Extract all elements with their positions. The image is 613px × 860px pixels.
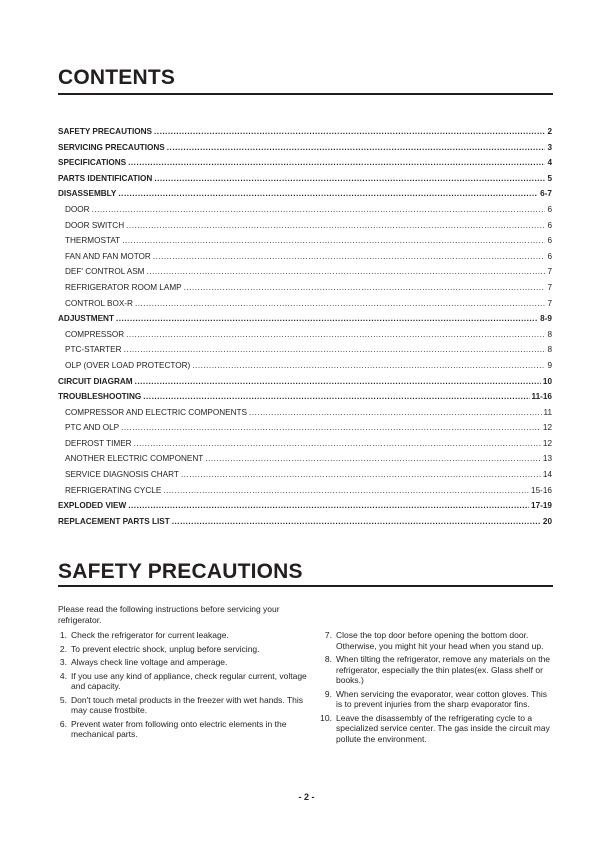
toc-section-entry xyxy=(58,140,552,156)
toc-section-entry xyxy=(58,514,552,530)
safety-precaution-item xyxy=(58,719,308,740)
toc-entry-page: 7 xyxy=(547,282,552,292)
toc-entry-page: 3 xyxy=(547,142,552,152)
toc-entry-page: 5 xyxy=(547,173,552,183)
toc-dot-leader xyxy=(143,389,529,405)
toc-dot-leader xyxy=(116,311,538,327)
toc-entry-page: 6 xyxy=(547,220,552,230)
toc-dot-leader xyxy=(92,202,546,218)
toc-entry-label: ADJUSTMENT xyxy=(58,314,114,324)
toc-entry-page: 14 xyxy=(542,470,552,480)
toc-dot-leader xyxy=(163,483,529,499)
toc-dot-leader xyxy=(128,498,529,514)
contents-divider xyxy=(58,93,553,95)
toc-dot-leader xyxy=(167,140,546,156)
toc-dot-leader xyxy=(249,405,542,421)
safety-list-left xyxy=(58,630,308,743)
safety-precautions-heading: SAFETY PRECAUTIONS xyxy=(58,560,303,583)
table-of-contents xyxy=(58,124,552,529)
safety-precaution-item xyxy=(314,654,554,686)
toc-entry-page: 8-9 xyxy=(540,314,552,324)
safety-intro-text: Please read the following instructions before servicing your refrigerator. xyxy=(58,604,280,625)
toc-dot-leader xyxy=(181,467,541,483)
toc-entry-label: PTC AND OLP xyxy=(65,423,120,433)
toc-entry-label: DOOR SWITCH xyxy=(65,220,125,230)
toc-subsection-entry xyxy=(58,249,552,265)
precaution-number: 9. xyxy=(324,688,332,699)
toc-entry-page: 15-16 xyxy=(531,485,552,495)
safety-divider xyxy=(58,585,553,587)
toc-entry-label: CONTROL BOX-R xyxy=(65,298,133,308)
toc-entry-page: 12 xyxy=(542,423,552,433)
precaution-text: Leave the disassembly of the refrigerating cycle to a specialized service center. The gas inside the circuit may pollute the environment. xyxy=(336,712,550,744)
toc-entry-label: ANOTHER ELECTRIC COMPONENT xyxy=(65,454,204,464)
toc-dot-leader xyxy=(172,514,541,530)
toc-section-entry xyxy=(58,311,552,327)
toc-entry-page: 6 xyxy=(547,251,552,261)
precaution-text: When tilting the refrigerator, remove any materials on the refrigerator, especially the thin plates(ex. Glass shelf or books.) xyxy=(336,654,551,685)
toc-dot-leader xyxy=(154,124,545,140)
toc-entry-label: REFRIGERATING CYCLE xyxy=(65,485,162,495)
precaution-number: 4. xyxy=(59,670,67,681)
toc-entry-label: SPECIFICATIONS xyxy=(58,158,127,168)
toc-entry-page: 8 xyxy=(547,345,552,355)
toc-entry-label: REFRIGERATOR ROOM LAMP xyxy=(65,282,182,292)
toc-section-entry xyxy=(58,374,552,390)
toc-entry-page: 13 xyxy=(542,454,552,464)
toc-dot-leader xyxy=(126,218,545,234)
precaution-number: 2. xyxy=(59,643,67,654)
safety-precaution-item xyxy=(58,671,308,692)
page-number: - 2 - xyxy=(298,792,315,802)
toc-entry-label: SAFETY PRECAUTIONS xyxy=(58,127,153,136)
precaution-number: 6. xyxy=(59,718,67,729)
toc-entry-page: 12 xyxy=(542,438,552,448)
toc-dot-leader xyxy=(121,420,541,436)
toc-dot-leader xyxy=(153,249,546,265)
toc-subsection-entry xyxy=(58,436,552,452)
toc-dot-leader xyxy=(124,342,546,358)
toc-entry-label: EXPLODED VIEW xyxy=(58,501,127,511)
toc-entry-label: REPLACEMENT PARTS LIST xyxy=(58,516,170,526)
toc-subsection-entry xyxy=(58,358,552,374)
precaution-number: 10. xyxy=(320,712,332,723)
toc-section-entry xyxy=(58,171,552,187)
toc-subsection-entry xyxy=(58,451,552,467)
toc-entry-page: 9 xyxy=(547,360,552,370)
toc-dot-leader xyxy=(118,186,538,202)
toc-entry-label: DISASSEMBLY xyxy=(58,189,117,199)
toc-entry-label: FAN AND FAN MOTOR xyxy=(65,251,151,261)
toc-entry-page: 8 xyxy=(547,329,552,339)
precaution-text: Don't touch metal products in the freezer with wet hands. This may cause frostbite. xyxy=(71,694,304,715)
safety-list-right xyxy=(314,630,554,747)
precaution-number: 7. xyxy=(324,630,332,640)
toc-dot-leader xyxy=(128,155,545,171)
toc-entry-page: 20 xyxy=(542,516,552,526)
precaution-text: When servicing the evaporator, wear cotton gloves. This is to prevent injuries from the sharp evaporator fins. xyxy=(336,688,548,709)
toc-dot-leader xyxy=(135,374,541,390)
toc-entry-page: 2 xyxy=(547,127,552,136)
precaution-text: Check the refrigerator for current leakage. xyxy=(71,630,229,640)
toc-entry-label: DEF' CONTROL ASM xyxy=(65,267,145,277)
toc-dot-leader xyxy=(135,296,546,312)
precaution-text: To prevent electric shock, unplug before servicing. xyxy=(71,643,260,654)
safety-precaution-item xyxy=(314,630,554,651)
toc-subsection-entry xyxy=(58,483,552,499)
toc-entry-label: TROUBLESHOOTING xyxy=(58,392,142,402)
toc-subsection-entry xyxy=(58,420,552,436)
toc-entry-label: DOOR xyxy=(65,204,90,214)
toc-entry-label: OLP (OVER LOAD PROTECTOR) xyxy=(65,360,191,370)
toc-entry-page: 6 xyxy=(547,204,552,214)
toc-entry-page: 11-16 xyxy=(531,392,552,402)
toc-entry-label: PTC-STARTER xyxy=(65,345,122,355)
toc-section-entry xyxy=(58,389,552,405)
precaution-text: Always check line voltage and amperage. xyxy=(71,657,228,667)
toc-dot-leader xyxy=(134,436,541,452)
safety-precaution-item xyxy=(314,689,554,710)
toc-dot-leader xyxy=(205,451,541,467)
toc-entry-page: 7 xyxy=(547,267,552,277)
toc-entry-label: COMPRESSOR AND ELECTRIC COMPONENTS xyxy=(65,407,247,417)
precaution-text: If you use any kind of appliance, check regular current, voltage and capacity. xyxy=(71,670,307,691)
toc-entry-label: COMPRESSOR xyxy=(65,329,125,339)
safety-precaution-item xyxy=(58,644,308,655)
safety-precaution-item xyxy=(58,695,308,716)
toc-subsection-entry xyxy=(58,202,552,218)
toc-entry-page: 6-7 xyxy=(540,189,552,199)
precaution-text: Close the top door before opening the bottom door. Otherwise, you might hit your head when you stand up. xyxy=(336,630,544,651)
toc-subsection-entry xyxy=(58,280,552,296)
toc-entry-label: PARTS IDENTIFICATION xyxy=(58,173,153,183)
toc-section-entry xyxy=(58,498,552,514)
safety-precaution-item xyxy=(314,713,554,745)
contents-heading: CONTENTS xyxy=(58,66,176,89)
toc-entry-page: 17-19 xyxy=(531,501,552,511)
toc-subsection-entry xyxy=(58,467,552,483)
toc-entry-page: 7 xyxy=(547,298,552,308)
toc-entry-page: 10 xyxy=(542,376,552,386)
toc-entry-label: DEFROST TIMER xyxy=(65,438,132,448)
safety-precaution-item xyxy=(58,657,308,668)
toc-entry-page: 4 xyxy=(547,158,552,168)
toc-subsection-entry xyxy=(58,264,552,280)
toc-section-entry xyxy=(58,186,552,202)
toc-section-entry xyxy=(58,124,552,140)
toc-entry-page: 11 xyxy=(543,407,552,417)
precaution-number: 8. xyxy=(324,654,332,664)
toc-subsection-entry xyxy=(58,296,552,312)
toc-dot-leader xyxy=(126,327,545,343)
precaution-number: 1. xyxy=(59,630,67,640)
toc-subsection-entry xyxy=(58,233,552,249)
toc-subsection-entry xyxy=(58,327,552,343)
toc-entry-label: SERVICING PRECAUTIONS xyxy=(58,142,165,152)
toc-dot-leader xyxy=(147,264,546,280)
toc-entry-label: SERVICE DIAGNOSIS CHART xyxy=(65,470,179,480)
precaution-number: 5. xyxy=(59,694,67,705)
toc-dot-leader xyxy=(192,358,545,374)
toc-dot-leader xyxy=(122,233,545,249)
toc-entry-page: 6 xyxy=(547,236,552,246)
toc-subsection-entry xyxy=(58,218,552,234)
toc-dot-leader xyxy=(184,280,546,296)
toc-subsection-entry xyxy=(58,405,552,421)
toc-section-entry xyxy=(58,155,552,171)
precaution-number: 3. xyxy=(59,657,67,667)
toc-dot-leader xyxy=(154,171,545,187)
toc-entry-label: CIRCUIT DIAGRAM xyxy=(58,376,133,386)
precaution-text: Prevent water from following onto electric elements in the mechanical parts. xyxy=(71,718,287,739)
toc-subsection-entry xyxy=(58,342,552,358)
toc-entry-label: THERMOSTAT xyxy=(65,236,121,246)
safety-precaution-item xyxy=(58,630,308,641)
